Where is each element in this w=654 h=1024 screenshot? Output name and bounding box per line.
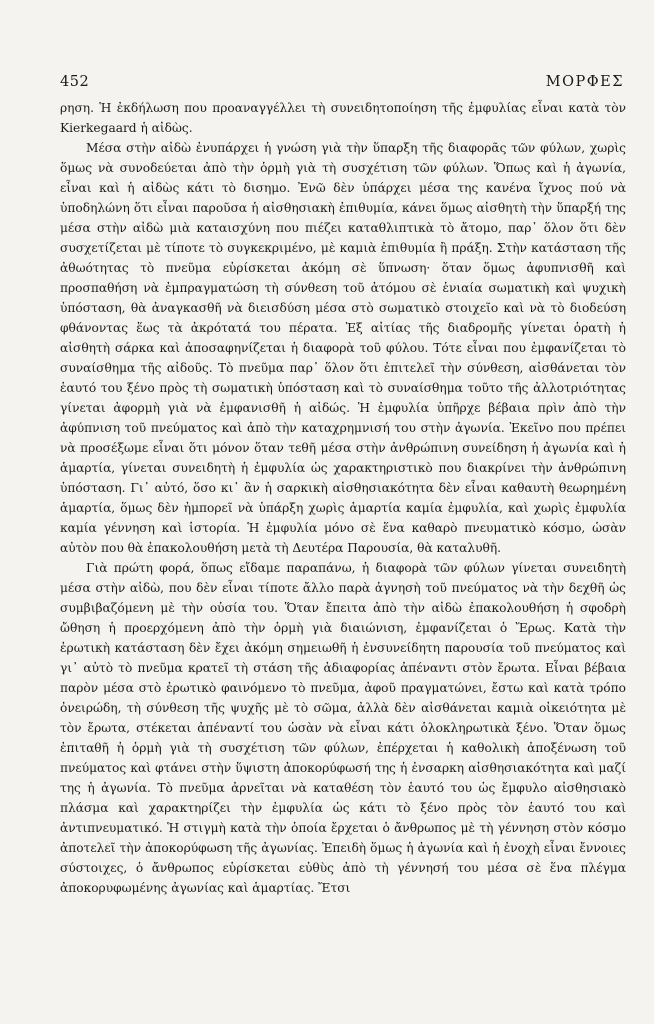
body-text — [60, 98, 626, 898]
paragraph-aidos: Μέσα στὴν αἰδὼ ἐνυπάρχει ἡ γνώση γιὰ τὴν ὕπαρξη τῆς διαφορᾶς τῶν φύλων, χωρὶς ὅμως νὰ συνοδεύεται ἀπὸ τὴν ὁρμὴ γιὰ τὴ συσχέτιση τῶν φύλων. Ὅπως καὶ ἡ ἀγωνία, εἶναι καὶ ἡ αἰδὼς κάτι τὸ δισημο. Ἐνῶ δὲν ὑπάρχει μέσα της κανένα ἴχνος πού νὰ ὑποδηλώνη ὅτι εἶναι παροῦσα ἡ αἰσθησιακὴ ἐπιθυμία, κάνει ὅμως αἰσθητὴ τὴν ὕπαρξή της μέσα στὴν αἰδὼ μιὰ καταισχύνη που πιέζει καταθλιπτικὰ τὸ ἄτομο, παρ᾽ ὅλον ὅτι δὲν συσχετίζεται μὲ τίποτε τὸ συγκεκριμένο, μὲ καμιὰ ἐπιθυμία ἢ πράξη. Στὴν κατάσταση τῆς ἀθωότητας τὸ πνεῦμα εὑρίσκεται ἀκόμη σὲ ὕπνωση· ὅταν ὅμως ἀφυπνισθῆ καὶ προσπαθήση νὰ ἐμπραγματώση τὴ σύνθεση τοῦ ἀτόμου σὲ ἑνιαία σωματικὴ καὶ ψυχικὴ ὑπόσταση, θὰ ἀναγκασθῆ νὰ διεισδύση μέσα στὸ σωματικὸ στοιχεῖο καὶ νὰ τὸ διοδεύση φθάνοντας ἕως τὰ ἀκρότατά του πέρατα. Ἐξ αἰτίας τῆς διαδρομῆς γίνεται ὁρατὴ ἡ αἰσθητὴ σάρκα καὶ ἀποσαφηνίζεται ἡ διαφορὰ τοῦ φύλου. Τότε εἶναι που ἐμφανίζεται τὸ συναίσθημα τῆς αἰδοῦς. Τὸ πνεῦμα παρ᾽ ὅλον ὅτι ἐπιτελεῖ τὴν σύνθεση, αἰσθάνεται τὸν ἑαυτό του ξένο πρὸς τὴ σωματικὴ ὑπόσταση καὶ τὸ συναίσθημα τοῦτο τῆς ἀλλοτριότητας γίνεται ἀφορμὴ γιὰ νὰ ἐμφανισθῆ ἡ αἰδώς. Ἡ ἐμφυλία ὑπῆρχε βέβαια πρὶν ἀπὸ τὴν ἀφύπνιση τοῦ πνεύματος καὶ ἀπὸ τὴν καταχρημνισή του στὴν ἀγωνία. Ἐκεῖνο που πρέπει νὰ προσέξωμε εἶναι ὅτι μόνον ὅταν τεθῆ μέσα στὴν ἀνθρώπινη συνείδηση ἡ ἀγωνία καὶ ἡ ἁμαρτία, γίνεται συνειδητὴ ἡ ἐμφυλία ὡς χαρακτηριστικὸ που διακρίνει τὴν ἀνθρώπινη ὑπόσταση. Γι᾽ αὐτό, ὅσο κι᾽ ἂν ἡ σαρκικὴ αἰσθησιακότητα δὲν εἶναι καθαυτὴ θεωρημένη ἁμαρτία, ὅμως δὲν ἠμπορεῖ νὰ ὑπάρξη χωρὶς ἁμαρτία καμία ἐμφυλία, καὶ χωρὶς ἐμφυλία καμία γέννηση καὶ ἱστορία. Ἡ ἐμφυλία μόνο σὲ ἕνα καθαρὸ πνευματικὸ κόσμο, ὡσὰν αὐτὸν που θὰ ἐπακολουθήση μετὰ τὴ Δευτέρα Παρουσία, θὰ καταλυθῆ. — [60, 141, 626, 555]
paragraph-continuation: ρηση. Ἡ ἐκδήλωση που προαναγγέλλει τὴ συνειδητοποίηση τῆς ἐμφυλίας εἶναι κατὰ τὸν Kierkegaard ἡ αἰδὼς. — [60, 101, 626, 135]
paragraph-eros: Γιὰ πρώτη φορά, ὅπως εἴδαμε παραπάνω, ἡ διαφορὰ τῶν φύλων γίνεται συνειδητὴ μέσα στὴν αἰδὼ, που δὲν εἶναι τίποτε ἄλλο παρὰ ἀγνησὴ τοῦ πνεύματος νὰ τὴν δεχθῆ ὡς συμβιβαζόμενη μὲ τὴν οὐσία του. Ὅταν ἔπειτα ἀπὸ τὴν αἰδὼ ἐπακολουθήση ἡ σφοδρὴ ὤθηση ἡ προερχόμενη ἀπὸ τὴν ὁρμὴ γιὰ διαιώνιση, ἐμφανίζεται ὁ Ἔρως. Κατὰ τὴν ἐρωτικὴ κατάσταση δὲν ἔχει ἀκόμη σημειωθῆ ἡ ἐνσυνείδητη παρουσία τοῦ πνεύματος καὶ γι᾽ αὐτὸ τὸ πνεῦμα κρατεῖ τὴ στάση τῆς ἀδιαφορίας ἀπέναντι στὸν ἔρωτα. Εἶναι βέβαια παρὸν μέσα στὸ ἐρωτικὸ φαινόμενο τὸ πνεῦμα, ἀφοῦ πραγματώνει, ἔστω καὶ κατὰ τρόπο ὀνειρώδη, τὴ σύνθεση τῆς ψυχῆς μὲ τὸ σῶμα, ἀλλὰ δὲν αἰσθάνεται καμιὰ οἰκειότητα μὲ τὸν ἔρωτα, στέκεται ἀπέναντί του ὡσὰν νὰ εἶναι κάτι ὁλοκληρωτικὰ ξένο. Ὅταν ὅμως ἐπιταθῆ ἡ ὁρμὴ γιὰ τὴ συσχέτιση τῶν φύλων, ἐπέρχεται ἡ καθολικὴ ἀποξένωση τοῦ πνεύματος καὶ φτάνει στὴν ὕψιστη ἀποκορύφωσή της ἡ ἐνσαρκη αἰσθησιακότητα καὶ μαζί της ἡ ἀγωνία. Τὸ πνεῦμα ἀρνεῖται νὰ καταθέση τὸν ἑαυτό του ὡς ἔμφυλο αἰσθησιακὸ πλάσμα καὶ χαρακτηρίζει τὴν ἐμφυλία ὡς κάτι τὸ ξένο πρὸς τὸν ἑαυτό του καὶ ἀντιπνευματικό. Ἡ στιγμὴ κατὰ τὴν ὁποία ἔρχεται ὁ ἄνθρωπος μὲ τὴ γέννηση στὸν κόσμο ἀποτελεῖ τὴν ἀποκορύφωση τῆς ἀγωνίας. Ἐπειδὴ ὅμως ἡ ἀγωνία καὶ ἡ ἐνοχὴ εἶναι ἔννοιες σύστοιχες, ὁ ἄνθρωπος εὑρίσκεται εὐθὺς ἀπὸ τὴ γέννησή του μέσα σὲ ἕνα πλέγμα ἀποκορυφωμένης ἀγωνίας καὶ ἁμαρτίας. Ἔτσι — [60, 561, 626, 895]
page-number: 452 — [60, 74, 90, 90]
running-title: ΜΟΡΦΕΣ — [545, 74, 624, 90]
page-header — [60, 74, 624, 90]
